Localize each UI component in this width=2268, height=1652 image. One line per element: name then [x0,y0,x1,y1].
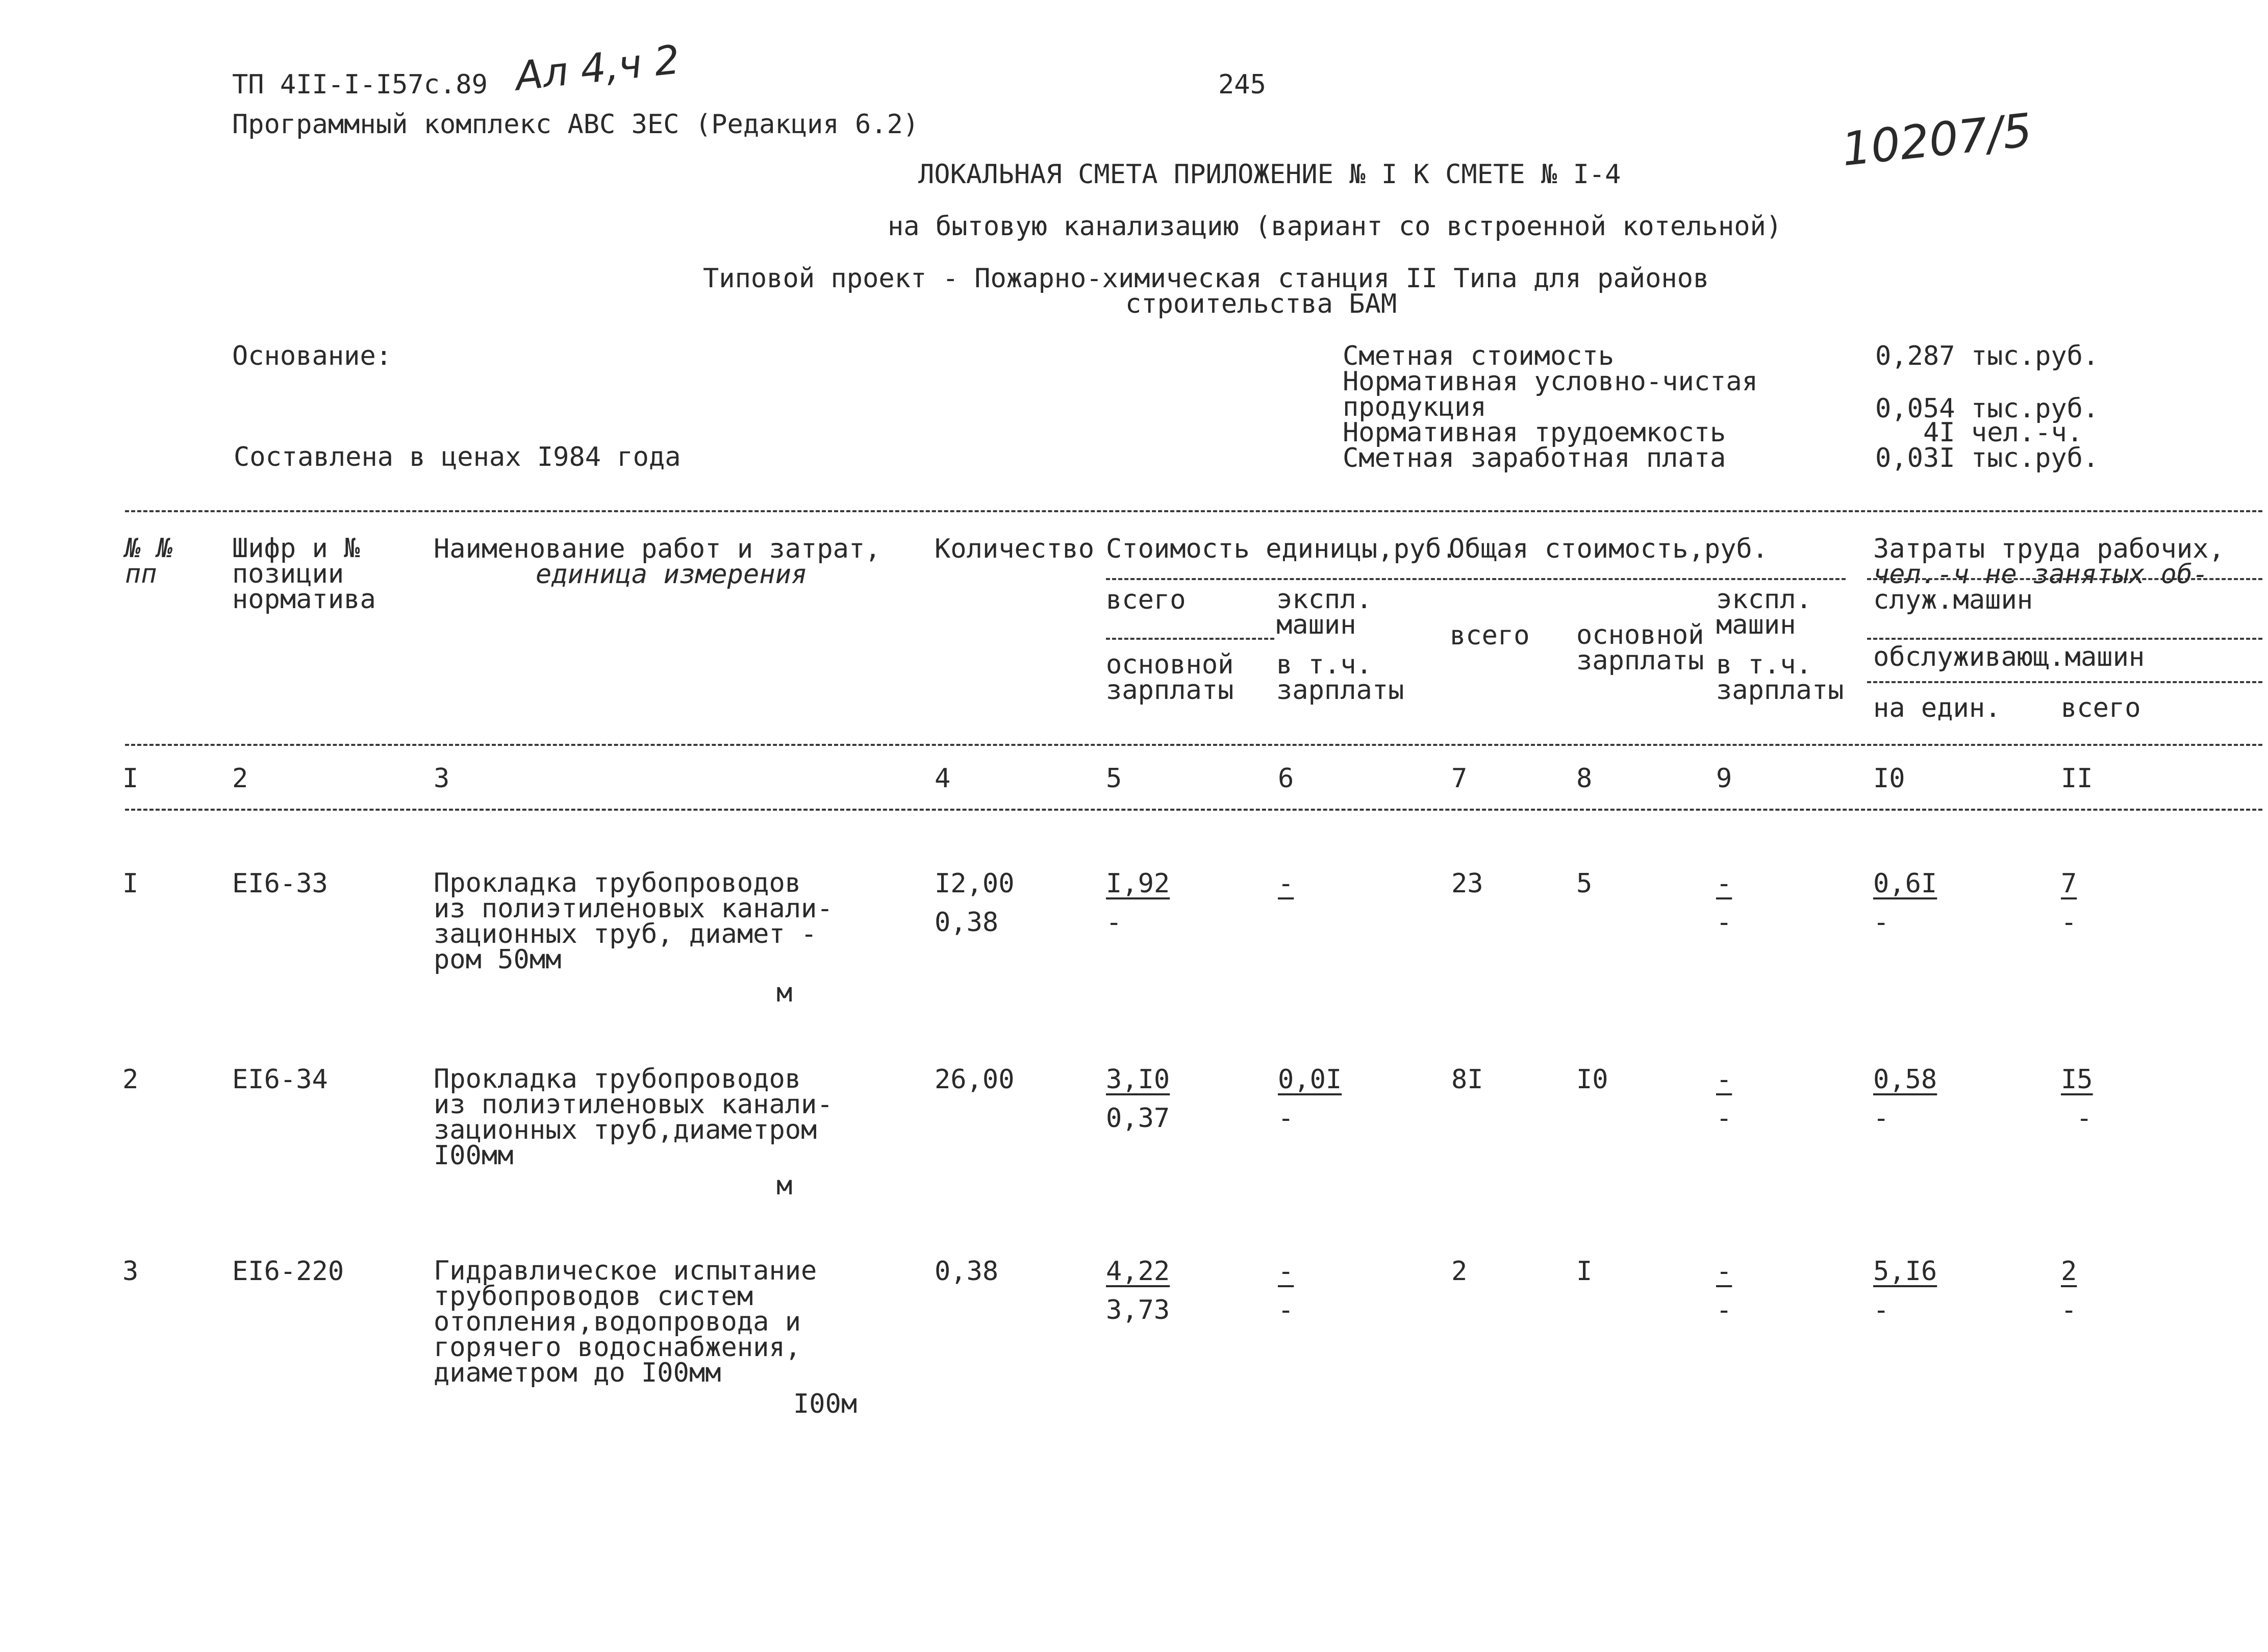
net-product-label-2: продукция [1343,392,1486,422]
row-total-machine-wage: - [1716,907,1732,938]
project-line-2: строительства БАМ [1125,289,1397,319]
row-number: 3 [122,1256,139,1287]
row-labor-service-total: - [2076,1103,2093,1134]
row-total-wage: 5 [1576,868,1593,899]
handwritten-code: Ал 4,ч 2 [513,37,682,100]
subheader-rule-1 [1106,638,1274,640]
subheader-rule-3 [1867,681,2262,683]
column-number: 4 [935,763,951,794]
subheader-rule-2 [1867,638,2262,640]
col-header-name: Наименование работ и затрат, [434,534,881,564]
row-machine-wage: - [1278,1295,1294,1325]
row-total-wage: I0 [1576,1064,1608,1095]
col-header-c10-service: обслуживающ.машин [1873,642,2145,672]
column-number: II [2061,763,2093,794]
row-labor-service-total: - [2061,1295,2077,1325]
table-top-rule [125,510,2262,512]
row-machine-cost: - [1278,1256,1294,1287]
col-header-c5-total: всего [1106,585,1186,615]
col-header-c9-machines: экспл. машин [1716,584,1812,640]
col-header-unit: единица измерения [536,559,808,590]
labor-value: 4I чел.-ч. [1923,417,2083,448]
col-header-quantity: Количество [935,534,1095,564]
col-header-c8-wages: основной зарплаты [1576,620,1704,676]
row-unit-wage: 0,37 [1106,1103,1170,1134]
row-machine-cost: 0,0I [1278,1064,1342,1095]
row-labor-total: 7 [2061,868,2077,899]
row-unit-cost: 4,22 [1106,1256,1170,1287]
column-number: 2 [232,763,248,794]
row-work-name: Прокладка трубопроводов из полиэтиленовых канали- зационных труб,диаметром I00мм [434,1064,833,1171]
col-header-c11-total: всего [2061,693,2141,723]
row-total-cost: 23 [1451,868,1483,899]
col-header-labor-group-3: служ.машин [1873,585,2033,615]
row-unit: I00м [793,1389,858,1419]
col-header-c6-machines: экспл. машин [1276,584,1372,640]
wage-label: Сметная заработная плата [1343,443,1726,473]
col-header-c6-wages: в т.ч. зарплаты [1276,649,1404,706]
row-total-machine-wage: - [1716,1103,1732,1134]
row-machine-wage: - [1278,1103,1294,1134]
row-labor-total: I5 [2061,1064,2093,1095]
column-number: 7 [1451,763,1468,794]
row-labor-per-unit: 5,I6 [1873,1256,1937,1287]
row-work-name: Прокладка трубопроводов из полиэтиленовых канали- зационных труб, диамет - ром 50мм [434,868,833,975]
row-quantity: 0,38 [935,1256,999,1287]
document-title: ЛОКАЛЬНАЯ СМЕТА ПРИЛОЖЕНИЕ № I К СМЕТЕ № I-4 [918,159,1621,190]
row-work-name: Гидравлическое испытание трубопроводов систем отопления,водопровода и горячего водоснабжения, диаметром до I00мм [434,1256,817,1388]
software-line: Программный комплекс АВС 3ЕС (Редакция 6.2) [232,109,919,140]
row-labor-total: 2 [2061,1256,2077,1287]
column-number: I0 [1873,763,1905,794]
col-header-labor-group-1: Затраты труда рабочих, [1873,534,2225,564]
document-subtitle: на бытовую канализацию (вариант со встроенной котельной) [888,211,1782,242]
row-labor-service-per-unit: - [1873,907,1889,938]
col-header-labor-group-2: чел.-ч не занятых об- [1873,559,2209,590]
group-rule-1 [1106,578,1846,580]
col-header-c5-wages: основной зарплаты [1106,649,1234,706]
row-total-machine: - [1716,1256,1732,1287]
row-code: EI6-33 [232,868,328,899]
col-header-c10-per-unit: на един. [1873,693,2001,723]
row-total-cost: 2 [1451,1256,1468,1287]
row-labor-service-per-unit: - [1873,1295,1889,1325]
row-labor-service-per-unit: - [1873,1103,1889,1134]
row-quantity-secondary: 0,38 [935,907,999,938]
row-unit-cost: I,92 [1106,868,1170,899]
row-labor-per-unit: 0,6I [1873,868,1937,899]
row-number: 2 [122,1064,139,1095]
header-bottom-rule [125,744,2262,746]
net-product-label-1: Нормативная условно-чистая [1343,366,1758,397]
col-header-code: Шифр и № позиции норматива [232,533,376,615]
column-number: 3 [434,763,450,794]
prices-basis: Составлена в ценах I984 года [234,442,681,472]
page-number: 245 [1218,69,1266,100]
row-total-cost: 8I [1451,1064,1483,1095]
row-total-machine-wage: - [1716,1295,1732,1325]
row-unit-wage: 3,73 [1106,1295,1170,1325]
labor-label: Нормативная трудоемкость [1343,417,1726,448]
column-number: 8 [1576,763,1593,794]
row-code: EI6-220 [232,1256,344,1287]
project-line-1: Типовой проект - Пожарно-химическая станция II Типа для районов [703,263,1709,294]
estimated-cost-value: 0,287 тыс.руб. [1875,341,2099,371]
column-numbers-rule [125,809,2262,811]
row-unit-cost: 3,I0 [1106,1064,1170,1095]
basis-label: Основание: [232,341,392,371]
col-header-unit-cost-group: Стоимость единицы,руб. [1106,534,1457,564]
handwritten-number: 10207/5 [1839,103,2035,177]
document-code: ТП 4II-I-I57с.89 [232,69,488,100]
row-code: EI6-34 [232,1064,328,1095]
row-unit-wage: - [1106,907,1122,938]
column-number: 9 [1716,763,1732,794]
row-number: I [122,868,139,899]
wage-value: 0,03I тыс.руб. [1875,443,2099,473]
column-number: 6 [1278,763,1294,794]
net-product-value: 0,054 тыс.руб. [1875,393,2099,424]
estimated-cost-label: Сметная стоимость [1343,341,1615,371]
row-unit: м [776,978,793,1008]
row-total-machine: - [1716,1064,1732,1095]
row-machine-cost: - [1278,868,1294,899]
column-number: I [122,763,139,794]
row-unit: м [776,1170,793,1201]
col-header-c9-wages: в т.ч. зарплаты [1716,649,1844,706]
row-total-wage: I [1576,1256,1593,1287]
row-total-machine: - [1716,868,1732,899]
col-header-c7-total: всего [1450,620,1530,651]
row-quantity: I2,00 [935,868,1015,899]
row-labor-per-unit: 0,58 [1873,1064,1937,1095]
row-labor-service-total: - [2061,907,2077,938]
col-header-number: № № пп [125,533,173,589]
col-header-total-cost-group: Общая стоимость,руб. [1449,534,1769,564]
column-number: 5 [1106,763,1122,794]
row-quantity: 26,00 [935,1064,1015,1095]
